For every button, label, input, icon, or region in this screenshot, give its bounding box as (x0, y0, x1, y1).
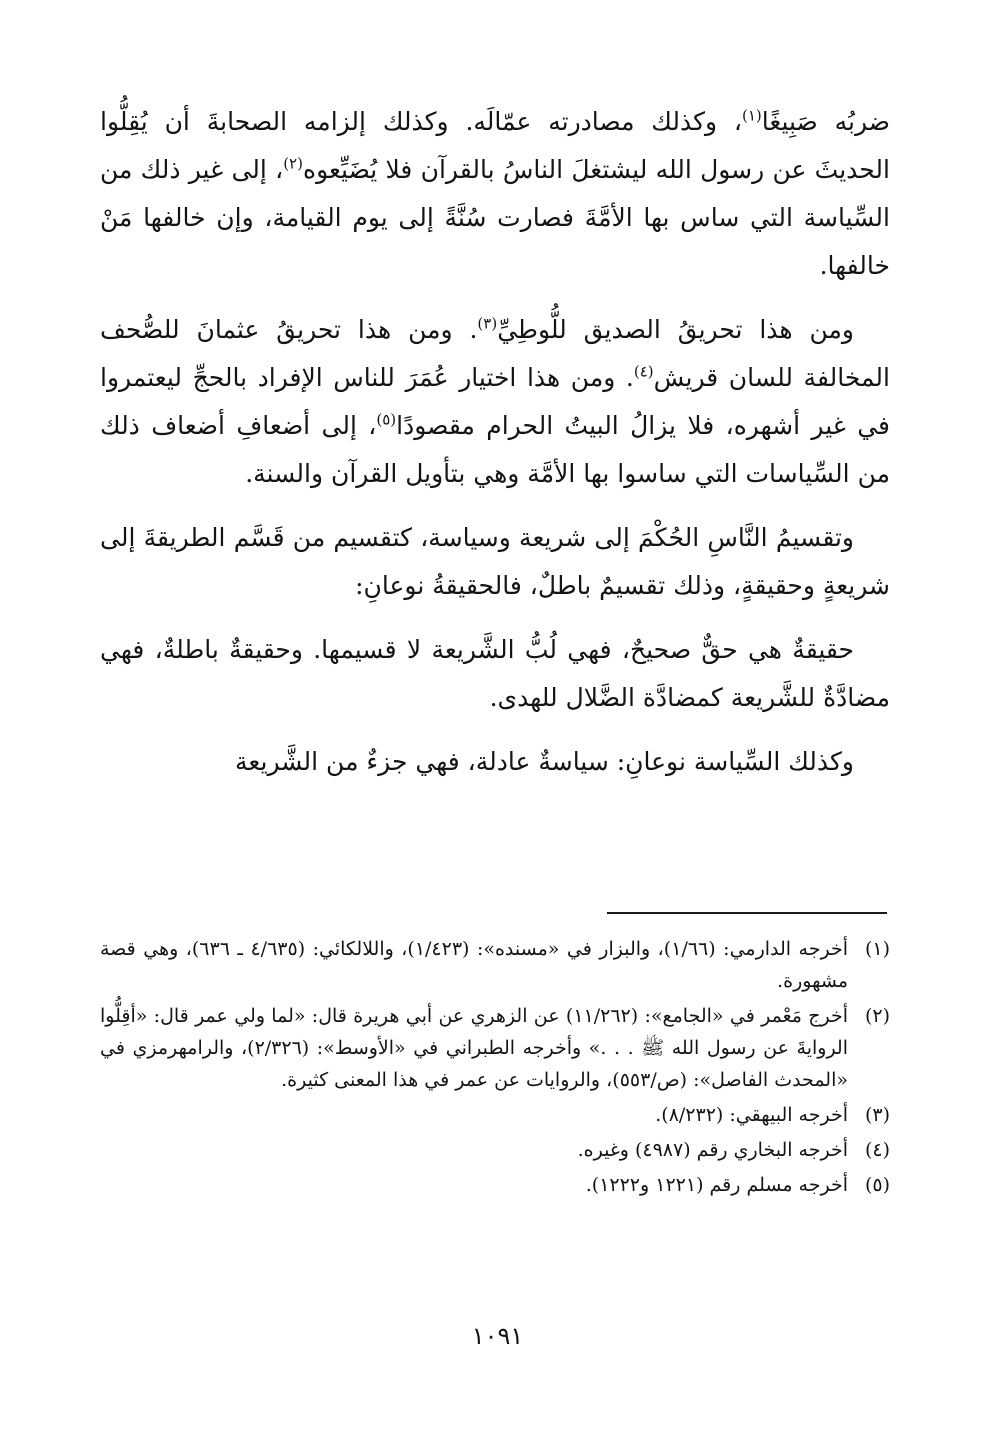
footnote-ref-2[interactable]: (٢) (283, 154, 303, 173)
footnote-item (100, 1099, 890, 1131)
paragraph-2 (100, 306, 890, 498)
footnote-text: أخرجه البيهقي: (٨/٢٣٢). (655, 1104, 848, 1126)
footnote-divider (607, 912, 887, 914)
paragraph-5: وكذلك السِّياسة نوعانِ: سياسةٌ عادلة، فهي جزءٌ من الشَّريعة (235, 747, 854, 776)
footnote-number: (١) (864, 938, 890, 960)
paragraph-3: وتقسيمُ النَّاسِ الحُكْمَ إلى شريعة وسياسة، كتقسيم من قَسَّم الطريقةَ إلى شريعةٍ وحقيقةٍ، وذلك تقسيمٌ باطلٌ، فالحقيقةُ نوعانِ: (100, 523, 890, 600)
footnote-ref-4[interactable]: (٤) (633, 362, 654, 381)
paragraph-4: حقيقةٌ هي حقٌّ صحيحٌ، فهي لُبُّ الشَّريعة لا قسيمها. وحقيقةٌ باطلةٌ، فهي مضادَّةٌ للشَّريعة كمضادَّة الضَّلال للهدى. (100, 635, 890, 712)
footnote-number: (٣) (864, 1104, 890, 1126)
footnote-ref-1[interactable]: (١) (742, 106, 762, 125)
footnote-number: (٤) (864, 1139, 890, 1161)
footnote-number: (٢) (864, 1005, 890, 1027)
paragraph-1-text-a: ضربُه صَبِيغًا (761, 107, 890, 136)
paragraph-1-text-c: ، إلى غير ذلك من السِّياسة التي ساس بها الأمَّةَ فصارت سُنَّةً إلى يوم القيامة، وإن خالفها مَنْ خالفها. (100, 155, 890, 280)
paragraph-2-text-d: ، إلى أضعافِ أضعاف ذلك من السِّياسات التي ساسوا بها الأمَّة وهي بتأويل القرآن والسنة. (100, 411, 890, 488)
page-number: ١٠٩١ (471, 1322, 524, 1350)
main-text (100, 98, 890, 786)
footnote-ref-5[interactable]: (٥) (376, 410, 397, 429)
paragraph-2-text-c: . ومن هذا اختيار عُمَرَ للناس الإفراد بالحجِّ ليعتمروا في غير أشهره، فلا يزالُ البيتُ الحرام مقصودًا (100, 363, 890, 440)
paragraph-1-text-b: ، وكذلك مصادرته عمّالَه. وكذلك إلزامه الصحابةَ أن يُقِلُّوا الحديثَ عن رسول الله ليشتغلَ الناسُ بالقرآن فلا يُضَيِّعوه (100, 107, 890, 184)
footnote-text: أخرجه مسلم رقم (١٢٢١ و١٢٢٢). (585, 1174, 848, 1196)
footnote-number: (٥) (864, 1174, 890, 1196)
footnotes (100, 933, 890, 1204)
paragraph-2-text-b: . ومن هذا تحريقُ عثمانَ للصُّحف المخالفة للسان قريش (100, 315, 890, 392)
footnote-item (100, 933, 890, 997)
footnote-item (100, 1169, 890, 1201)
paragraph-2-text-a: ومن هذا تحريقُ الصديق للُّوطِيِّ (497, 315, 854, 344)
footnote-text: أخرج مَعْمر في «الجامع»: (١١/٢٦٢) عن الزهري عن أبي هريرة قال: «لما ولي عمر قال: «أقِلُّوا الروايةَ عن رسول الله ﷺ . . .» وأخرجه الطبراني في «الأوسط»: (٢/٣٢٦)، والرامهرمزي في «المحدث الفاصل»: (ص/٥٥٣)، والروايات عن عمر في هذا المعنى كثيرة. (100, 1005, 848, 1091)
paragraph-1 (100, 98, 890, 290)
footnote-item (100, 1000, 890, 1096)
footnote-text: أخرجه البخاري رقم (٤٩٨٧) وغيره. (577, 1139, 848, 1161)
footnote-text: أخرجه الدارمي: (١/٦٦)، والبزار في «مسنده»: (١/٤٢٣)، واللالكائي: (٤/٦٣٥ ـ ٦٣٦)، وهي قصة مشهورة. (100, 938, 848, 992)
footnote-ref-3[interactable]: (٣) (477, 314, 498, 333)
footnote-item (100, 1134, 890, 1166)
